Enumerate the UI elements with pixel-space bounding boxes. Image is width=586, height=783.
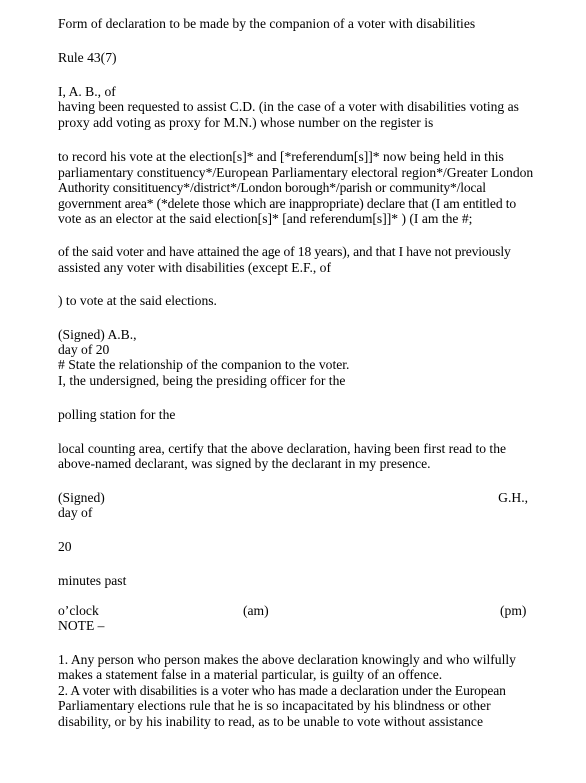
pm-label: (pm) bbox=[500, 603, 527, 618]
rule-reference: Rule 43(7) bbox=[58, 50, 117, 65]
para2-line-2: parliamentary constituency*/European Parliamentary electoral region*/Greater London bbox=[58, 165, 534, 180]
para2-line-4: government area* (*delete those which are inappropriate) declare that (I am entitled to bbox=[58, 196, 516, 211]
polling-station-line: polling station for the bbox=[58, 407, 176, 422]
note-line-4: Parliamentary elections rule that he is so incapacitated by his blindness or other bbox=[58, 698, 491, 713]
companion-day-of: day of 20 bbox=[58, 342, 110, 357]
para2-line-1: to record his vote at the election[s]* and [*referendum[s]]* now being held in this bbox=[58, 149, 504, 164]
companion-signed: (Signed) A.B., bbox=[58, 327, 137, 342]
officer-initials: G.H., bbox=[498, 490, 528, 505]
certify-line-1: local counting area, certify that the above declaration, having been first read to the bbox=[58, 441, 507, 456]
intro-line-3: proxy add voting as proxy for M.N.) whose number on the register is bbox=[58, 115, 434, 130]
para2-line-3: Authority consitituency*/district*/London borough*/parish or community*/local bbox=[58, 180, 486, 195]
certify-line-2: above-named declarant, was signed by the declarant in my presence. bbox=[58, 456, 431, 471]
note-line-2: makes a statement false in a material particular, is guilty of an offence. bbox=[58, 667, 443, 682]
presiding-officer-line: I, the undersigned, being the presiding officer for the bbox=[58, 373, 346, 388]
para4-line: ) to vote at the said elections. bbox=[58, 293, 217, 308]
note-line-1: 1. Any person who person makes the above declaration knowingly and who wilfully bbox=[58, 652, 516, 667]
note-line-5: disability, or by his inability to read, as to be unable to vote without assistance bbox=[58, 714, 483, 729]
oclock-label: o’clock bbox=[58, 603, 99, 618]
minutes-past-line: minutes past bbox=[58, 573, 127, 588]
relationship-note: # State the relationship of the companion to the voter. bbox=[58, 357, 350, 372]
para3-line-2: assisted any voter with disabilities (except E.F., of bbox=[58, 260, 331, 275]
officer-day-of: day of bbox=[58, 505, 93, 520]
form-title: Form of declaration to be made by the companion of a voter with disabilities bbox=[58, 16, 476, 31]
note-line-3: 2. A voter with disabilities is a voter who has made a declaration under the European bbox=[58, 683, 506, 698]
officer-signature-row bbox=[58, 490, 528, 506]
year-line: 20 bbox=[58, 539, 72, 554]
intro-line-1: I, A. B., of bbox=[58, 84, 116, 99]
para2-line-5: vote as an elector at the said election[s]* [and referendum[s]]* ) (I am the #; bbox=[58, 211, 473, 226]
officer-signed: (Signed) bbox=[58, 490, 105, 505]
para3-line-1: of the said voter and have attained the age of 18 years), and that I have not previously bbox=[58, 244, 511, 259]
am-label: (am) bbox=[243, 603, 269, 618]
note-heading: NOTE – bbox=[58, 618, 105, 633]
intro-line-2: having been requested to assist C.D. (in the case of a voter with disabilities voting as bbox=[58, 99, 519, 114]
